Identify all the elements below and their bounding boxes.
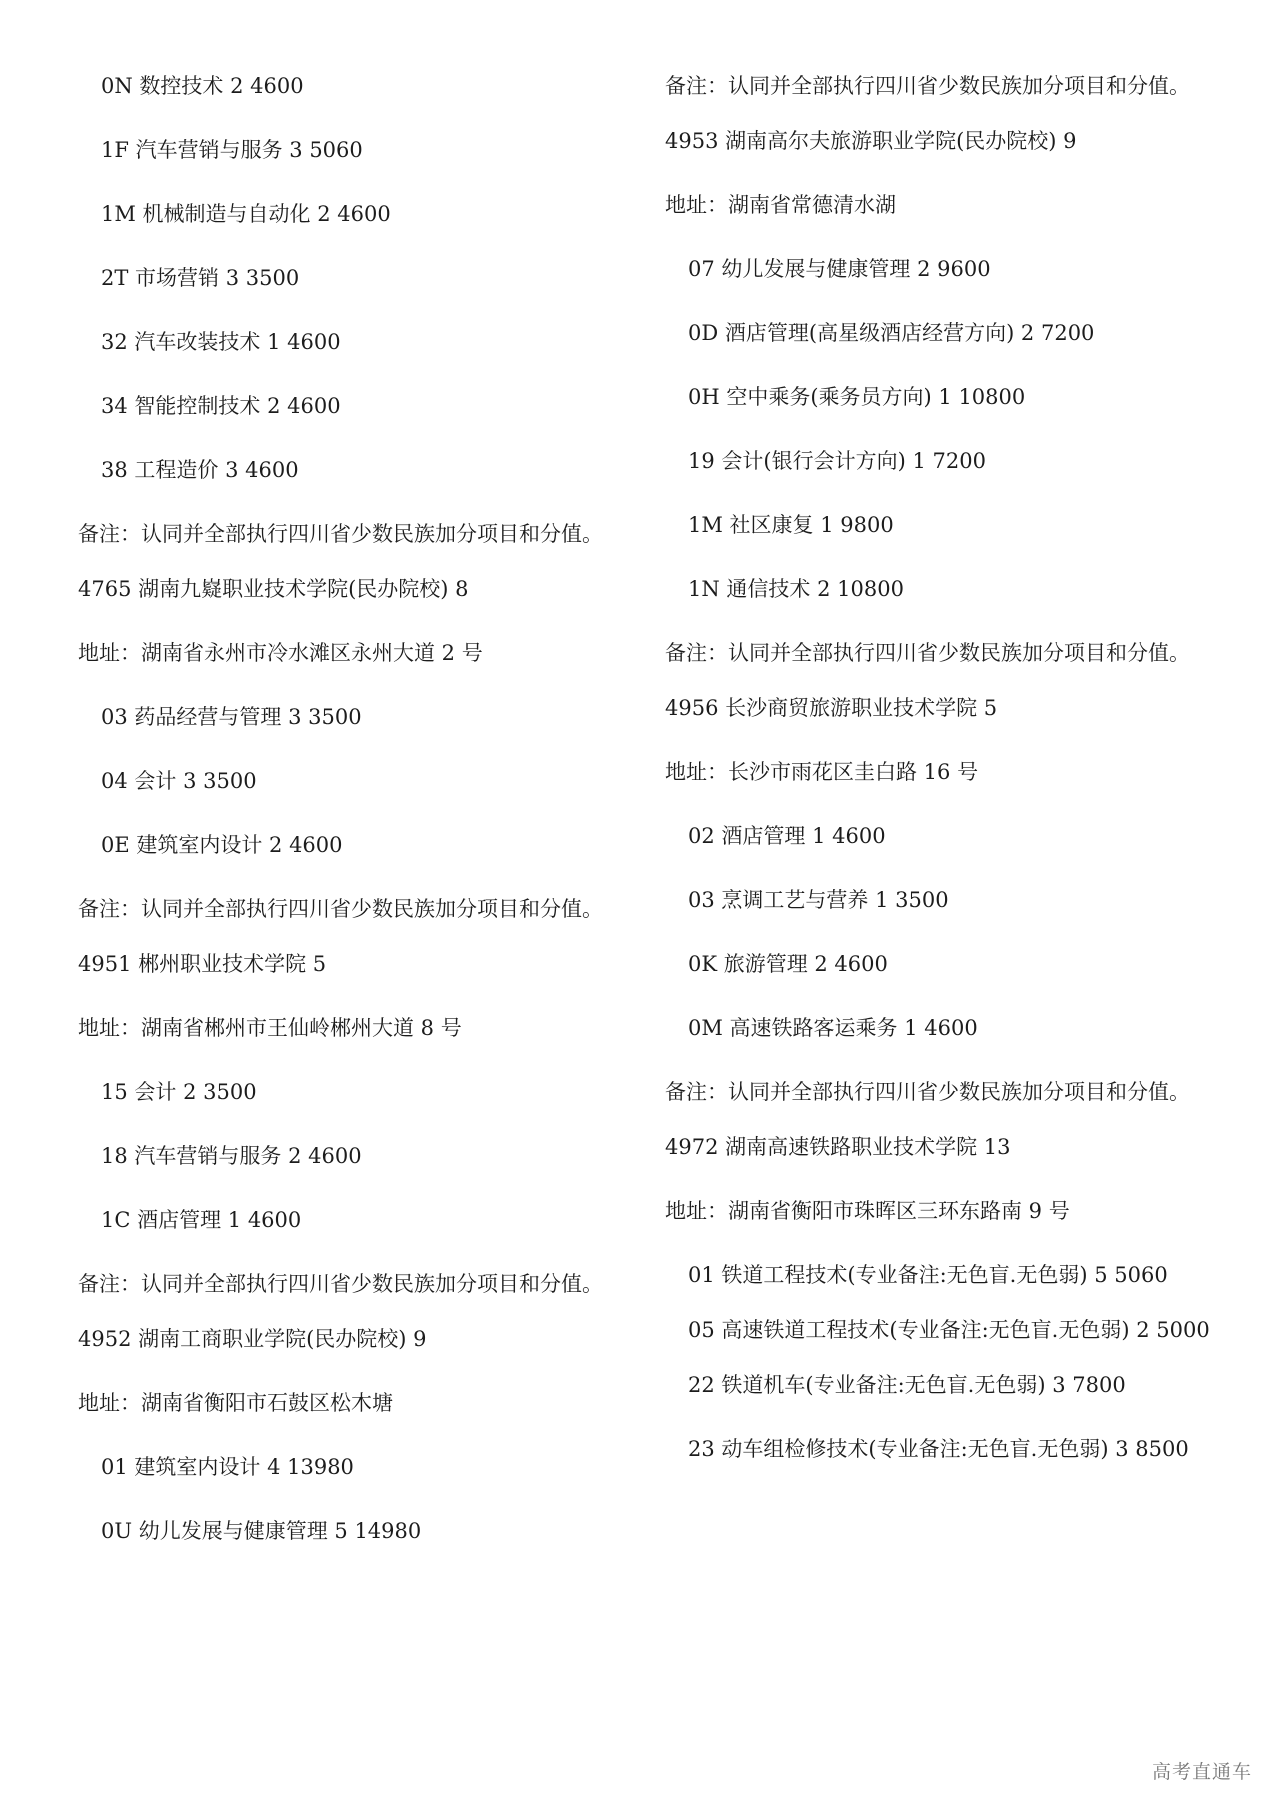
major-entry: 0N 数控技术 2 4600 [101,74,304,98]
address-line: 地址：湖南省郴州市王仙岭郴州大道 8 号 [78,1016,462,1040]
major-entry: 01 铁道工程技术(专业备注:无色盲.无色弱) 5 5060 [688,1263,1168,1287]
major-entry: 0M 高速铁路客运乘务 1 4600 [688,1016,978,1040]
major-entry: 2T 市场营销 3 3500 [101,266,300,290]
major-entry: 0H 空中乘务(乘务员方向) 1 10800 [688,385,1026,409]
remark-line: 备注：认同并全部执行四川省少数民族加分项目和分值。 [78,522,603,546]
major-entry: 19 会计(银行会计方向) 1 7200 [688,449,986,473]
major-entry: 03 药品经营与管理 3 3500 [101,705,362,729]
remark-line: 备注：认同并全部执行四川省少数民族加分项目和分值。 [665,1080,1190,1104]
major-entry: 02 酒店管理 1 4600 [688,824,886,848]
major-entry: 38 工程造价 3 4600 [101,458,299,482]
right-column [665,70,1225,1488]
school-heading: 4956 长沙商贸旅游职业技术学院 5 [665,696,998,720]
address-line: 地址：湖南省常德清水湖 [665,193,896,217]
address-line: 地址：湖南省衡阳市石鼓区松木塘 [78,1391,393,1415]
address-line: 地址：长沙市雨花区圭白路 16 号 [665,760,979,784]
major-entry: 1M 机械制造与自动化 2 4600 [101,202,391,226]
major-entry: 32 汽车改装技术 1 4600 [101,330,341,354]
major-entry: 04 会计 3 3500 [101,769,257,793]
school-heading: 4952 湖南工商职业学院(民办院校) 9 [78,1327,427,1351]
major-entry: 22 铁道机车(专业备注:无色盲.无色弱) 3 7800 [688,1373,1126,1397]
school-heading: 4972 湖南高速铁路职业技术学院 13 [665,1135,1011,1159]
major-entry: 03 烹调工艺与营养 1 3500 [688,888,949,912]
remark-line: 备注：认同并全部执行四川省少数民族加分项目和分值。 [665,74,1190,98]
major-entry: 0E 建筑室内设计 2 4600 [101,833,343,857]
remark-line: 备注：认同并全部执行四川省少数民族加分项目和分值。 [78,897,603,921]
major-entry: 0U 幼儿发展与健康管理 5 14980 [101,1519,422,1543]
watermark-text: 高考直通车 [1151,1761,1252,1783]
remark-line: 备注：认同并全部执行四川省少数民族加分项目和分值。 [665,641,1190,665]
address-line: 地址：湖南省衡阳市珠晖区三环东路南 9 号 [665,1199,1070,1223]
major-entry: 1N 通信技术 2 10800 [688,577,904,601]
major-entry: 0D 酒店管理(高星级酒店经营方向) 2 7200 [688,321,1095,345]
major-entry: 15 会计 2 3500 [101,1080,257,1104]
major-entry: 1M 社区康复 1 9800 [688,513,894,537]
school-heading: 4953 湖南高尔夫旅游职业学院(民办院校) 9 [665,129,1077,153]
left-column [78,70,638,1579]
major-entry: 0K 旅游管理 2 4600 [688,952,888,976]
major-entry: 34 智能控制技术 2 4600 [101,394,341,418]
school-heading: 4765 湖南九嶷职业技术学院(民办院校) 8 [78,577,469,601]
major-entry: 1F 汽车营销与服务 3 5060 [101,138,363,162]
major-entry: 18 汽车营销与服务 2 4600 [101,1144,362,1168]
school-heading: 4951 郴州职业技术学院 5 [78,952,327,976]
major-entry: 01 建筑室内设计 4 13980 [101,1455,354,1479]
remark-line: 备注：认同并全部执行四川省少数民族加分项目和分值。 [78,1272,603,1296]
major-entry: 1C 酒店管理 1 4600 [101,1208,302,1232]
address-line: 地址：湖南省永州市冷水滩区永州大道 2 号 [78,641,483,665]
major-entry: 05 高速铁道工程技术(专业备注:无色盲.无色弱) 2 5000 [688,1318,1210,1342]
major-entry: 07 幼儿发展与健康管理 2 9600 [688,257,991,281]
major-entry: 23 动车组检修技术(专业备注:无色盲.无色弱) 3 8500 [688,1437,1189,1461]
